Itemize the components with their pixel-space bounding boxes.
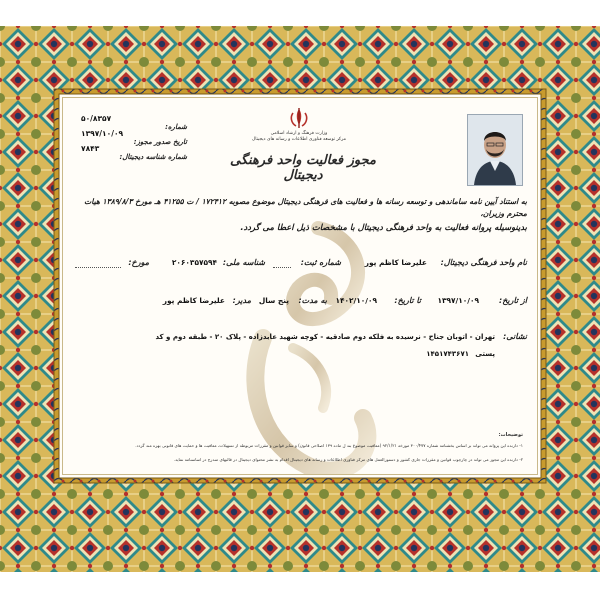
- ministry-line-2: مرکز توسعه فناوری اطلاعات و رسانه های دیجیتال: [252, 137, 346, 142]
- certificate-paper: [62, 97, 538, 475]
- issue-date-value: ۱۳۹۷/۱۰/۰۹: [81, 129, 124, 138]
- reg-no-dots: [273, 267, 291, 268]
- applicant-photo: [467, 114, 523, 186]
- certificate-title: مجوز فعالیت واحد فرهنگی دیجیتال: [230, 153, 376, 183]
- number-value: ۵۰/۸۳۵۷: [81, 114, 112, 123]
- body-line-2: بدینوسیله پروانه فعالیت به واحد فرهنگی دیجیتال با مشخصات ذیل اعطا می گردد.: [240, 222, 527, 232]
- reg-no-label: شماره ثبت:: [300, 258, 341, 267]
- address-value: تهران - اتوبان جناح - نرسیده به فلکه دوم صادقیه - کوچه شهید عابدزاده - پلاک ۲۰ - طبقه دوم و کد: [155, 333, 495, 341]
- unit-name-value: علیرضا کاظم پور: [364, 258, 427, 267]
- number-label: شماره:: [165, 123, 187, 131]
- from-date-value: ۱۳۹۷/۱۰/۰۹: [437, 296, 479, 305]
- postal-label: پستی: [475, 350, 495, 358]
- calligraphy-watermark: [223, 218, 393, 475]
- dated-dots: [75, 267, 121, 268]
- dated-label: مورخ:: [128, 258, 149, 267]
- tracking-label: شماره شناسه دیجیتال:: [119, 153, 187, 161]
- unit-name-label: نام واحد فرهنگی دیجیتال:: [440, 258, 527, 267]
- ministry-caption: [249, 131, 349, 143]
- duration-label: به مدت:: [298, 296, 327, 305]
- footnotes-title: توضیحات:: [498, 432, 523, 438]
- postal-value: ۱۴۵۱۷۴۳۶۷۱: [426, 350, 469, 358]
- body-line-1: به استناد آیین نامه ساماندهی و توسعه رسانه ها و فعالیت های فرهنگی دیجیتال موضوع مصوبه ۱۷۲۴۱۲ / ت ۴۱۲۵۵ هـ مورخ ۱۳۸۹/۸/۳ هیات محترم وزیران،: [84, 197, 527, 218]
- iran-emblem-icon: [286, 107, 312, 129]
- from-date-label: از تاریخ:: [499, 296, 527, 305]
- issue-date-label: تاریخ صدور مجوز:: [133, 138, 187, 146]
- footnote-1: ۱- دارنده این پروانه می تواند بر اساس بخشنامه شماره ۳۰۰/۴۷۷ مورخه ۹۲/۱/۲۱ (معافیت موضوع بند ل ماده ۱۳۹ اصلاحی قانون) و سایر قوانین و مقررات مربوطه از تسهیلات، معافیت ها و حمایت های قانونی بهره مند گردد.: [135, 443, 523, 448]
- manager-value: علیرضا کاظم پور: [162, 296, 225, 305]
- duration-value: پنج سال: [258, 296, 289, 305]
- tracking-value: ۷۸۴۳: [81, 144, 100, 153]
- ministry-line-1: وزارت فرهنگ و ارشاد اسلامی: [270, 131, 328, 136]
- to-date-label: تا تاریخ:: [394, 296, 421, 305]
- to-date-value: ۱۴۰۲/۱۰/۰۹: [335, 296, 377, 305]
- bottom-margin: [0, 572, 600, 600]
- national-id-value: ۲۰۶۰۳۵۷۵۹۴: [171, 258, 217, 267]
- manager-label: مدیر:: [232, 296, 251, 305]
- address-label: نشانی:: [503, 332, 527, 341]
- footnote-2: ۲- دارنده این مجوز می تواند در چارچوب قوانین و مقررات جاری کشور و دستورالعمل های مرکز فناوری اطلاعات و رسانه های دیجیتال اقدام به نشر محتوای دیجیتال در قالبهای مندرج در اساسنامه نماید.: [173, 457, 523, 462]
- meta-tracking-row: [77, 144, 187, 163]
- national-id-label: شناسه ملی:: [222, 258, 265, 267]
